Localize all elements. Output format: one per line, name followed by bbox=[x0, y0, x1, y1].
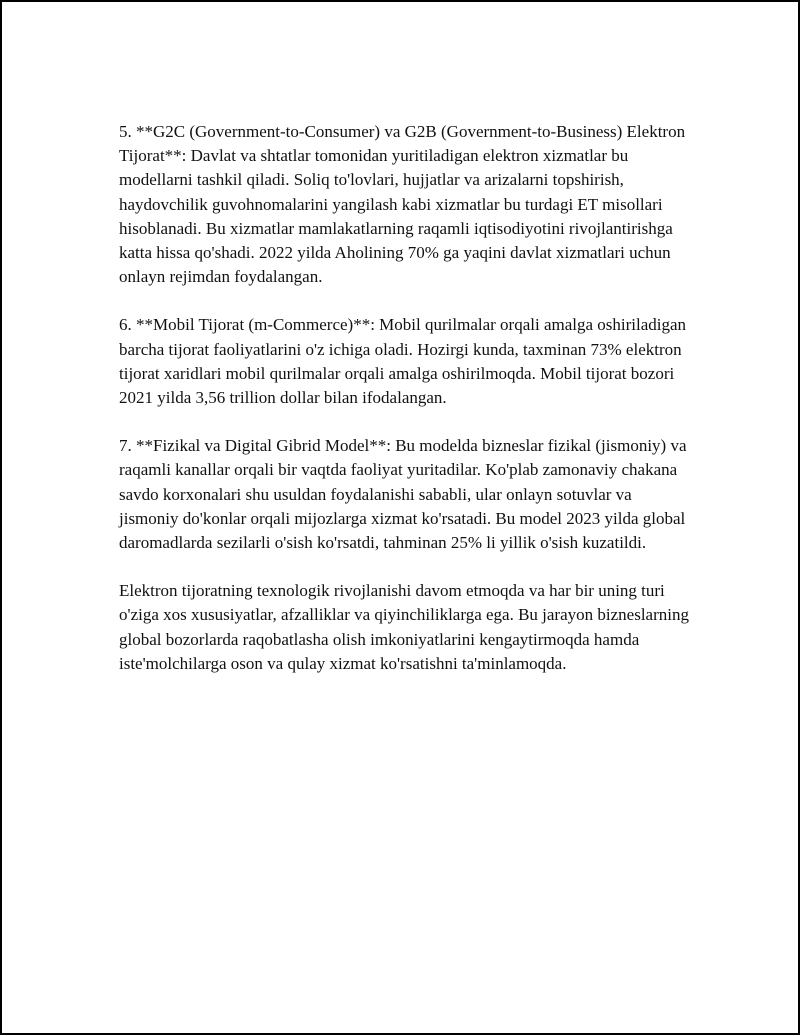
paragraph-g2c-g2b: 5. **G2C (Government-to-Consumer) va G2B (Government-to-Business) Elektron Tijorat**: Davlat va shtatlar tomonidan yuritiladigan elektron xizmatlar bu modellarni tashkil qiladi. Soliq to'lovlari, hujjatlar va arizalarni topshirish, haydovchilik guvohnomalarini yangilash kabi xizmatlar bu turdagi ET misollari hisoblanadi. Bu xizmatlar mamlakatlarning raqamli iqtisodiyotini rivojlantirishga katta hissa qo'shadi. 2022 yilda Aholining 70% ga yaqini davlat xizmatlari uchun onlayn rejimdan foydalangan. bbox=[119, 122, 686, 287]
document-body bbox=[119, 120, 692, 676]
paragraph-mobile-commerce: 6. **Mobil Tijorat (m-Commerce)**: Mobil qurilmalar orqali amalga oshiriladigan barcha tijorat faoliyatlarini o'z ichiga oladi. Hozirgi kunda, taxminan 73% elektron tijorat xaridlari mobil qurilmalar orqali amalga oshirilmoqda. Mobil tijorat bozori 2021 yilda 3,56 trillion dollar bilan ifodalangan. bbox=[119, 315, 687, 408]
paragraph-conclusion: Elektron tijoratning texnologik rivojlanishi davom etmoqda va har bir uning turi o'ziga xos xususiyatlar, afzalliklar va qiyinchiliklarga ega. Bu jarayon bizneslarning global bozorlarda raqobatlasha olish imkoniyatlarini kengaytirmoqda hamda iste'molchilarga oson va qulay xizmat ko'rsatishni ta'minlamoqda. bbox=[119, 581, 689, 673]
paragraph-hybrid-model: 7. **Fizikal va Digital Gibrid Model**: Bu modelda bizneslar fizikal (jismoniy) va raqamli kanallar orqali bir vaqtda faoliyat yuritadilar. Ko'plab zamonaviy chakana savdo korxonalari shu usuldan foydalanishi sababli, ular onlayn sotuvlar va jismoniy do'konlar orqali mijozlarga xizmat ko'rsatadi. Bu model 2023 yilda global daromadlarda sezilarli o'sish ko'rsatdi, tahminan 25% li yillik o'sish kuzatildi. bbox=[119, 436, 687, 553]
